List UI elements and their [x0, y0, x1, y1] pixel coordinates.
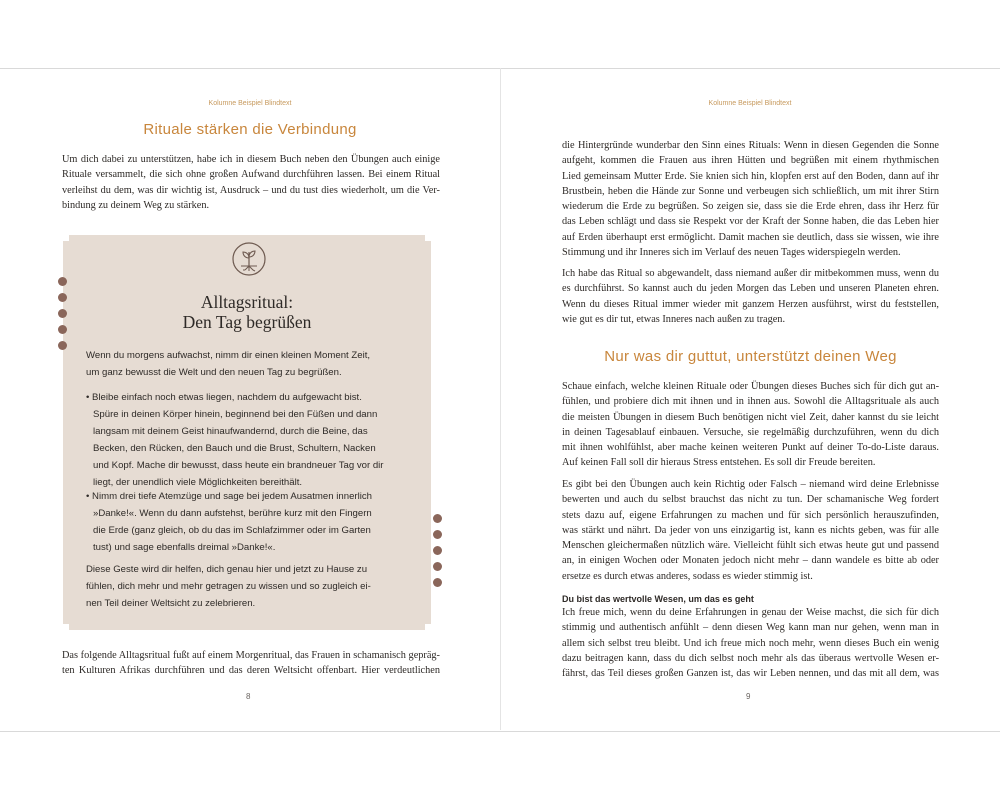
- page-fold: [500, 68, 501, 730]
- text-line: Ich freue mich, wenn du deine Erfahrungen in genau der Weise machst, die sich für dich: [562, 607, 939, 618]
- text-line: ersetze es durch etwas anderes, sodass es wieder stimmig ist.: [562, 570, 813, 582]
- text-line: stimmig und authentisch anfühlt – denn diesen Weg kann man nur gehen, wenn man in: [562, 622, 939, 634]
- ritual-intro: [86, 347, 416, 381]
- text-line: Rituale versammelt, die sich ohne großen Aufwand durchführen lassen. Bei einem Ritual: [62, 169, 440, 181]
- box-corner: [63, 235, 69, 241]
- decorative-dot: [433, 530, 442, 539]
- text-line: Auf keinen Fall soll dir hieraus Stress entstehen. Es soll dir Freude bereiten.: [562, 457, 876, 469]
- text-line: die Erde (ganz gleich, ob du das im Schlafzimmer oder im Garten: [93, 525, 371, 536]
- text-line: Spüre in deinen Körper hinein, beginnend bei den Füßen und dann: [93, 409, 378, 420]
- text-line: Schaue einfach, welche kleinen Rituale oder Übungen dieses Buches sich für dich gut an-: [562, 381, 939, 392]
- running-head-left: Kolumne Beispiel Blindtext: [208, 100, 292, 107]
- text-line: das Leben schlägt und dass sie Respekt vor der Kraft der Sonne haben, die das Leben hier: [562, 216, 939, 228]
- right-paragraph-2: [562, 266, 939, 327]
- text-line: in deinen Tagesablauf einbauen. Versuche, sie regelmäßig durchzuführen, wenn du dich: [562, 426, 939, 438]
- box-corner: [425, 235, 431, 241]
- ritual-bullet-1: [86, 389, 416, 491]
- text-line: liegt, der unendlich viele Möglichkeiten bereithält.: [93, 477, 303, 488]
- closing-paragraph: [62, 648, 440, 679]
- text-line: Um dich dabei zu unterstützen, habe ich in diesem Buch neben den Übungen auch einige: [62, 154, 440, 165]
- text-line: Ich habe das Ritual so abgewandelt, dass niemand außer dir mitbekommen muss, wenn du: [562, 268, 939, 279]
- right-paragraph-5: [562, 605, 939, 681]
- page-number-right: 9: [746, 692, 751, 701]
- text-line: Es gibt bei den Übungen auch kein Richtig oder Falsch – niemand wird deine Erlebnisse: [562, 479, 939, 490]
- text-line: Brustbein, heben die Hände zur Sonne und verbeugen sich schließlich, um mit ihrer Stirn: [562, 185, 939, 197]
- text-line: Wenn du dieses Ritual immer wieder mit ganzem Herzen ausführst, wirst du feststellen,: [562, 298, 939, 310]
- text-line: dazu beitragen kann, dass du dich selbst noch mehr als das überaus wertvolle Wesen er-: [562, 652, 939, 664]
- text-line: stets dazu auf, eigene Erfahrungen zu machen und für sich persönlich herauszufinden,: [562, 509, 939, 521]
- section-heading-left: Rituale stärken die Verbindung: [143, 121, 357, 138]
- decorative-dot: [433, 562, 442, 571]
- box-corner: [425, 624, 431, 630]
- right-paragraph-3: [562, 379, 939, 471]
- right-paragraph-4: [562, 477, 939, 584]
- decorative-dot: [58, 325, 67, 334]
- text-line: • Nimm drei tiefe Atemzüge und sage bei jedem Ausatmen innerlich: [86, 491, 372, 502]
- right-paragraph-1: [562, 138, 939, 260]
- text-line: um ganz bewusst die Welt und den neuen Tag zu begrüßen.: [86, 367, 342, 378]
- text-line: die meisten Übungen in diesem Buch benötigen nicht viel Zeit, daher kannst du sie leicht: [562, 411, 939, 423]
- plant-in-circle-icon: [231, 241, 267, 277]
- text-line: aufgeht, kommen die Frauen aus ihren Hütten und begrüßen mit einem rhythmischen: [562, 155, 939, 167]
- box-corner: [63, 624, 69, 630]
- ritual-bullet-2: [86, 488, 416, 556]
- ritual-title-line1: Alltagsritual:: [200, 292, 294, 312]
- text-line: verleihst du dem, was dir wichtig ist, Ausdruck – und du tust dies wiederholt, um die Ver-: [62, 184, 440, 196]
- decorative-dot: [433, 514, 442, 523]
- decorative-dot: [58, 293, 67, 302]
- text-line: was stärkt und nährt. Da jeder von uns einzigartig ist, kann es nichts geben, was für alle: [562, 524, 939, 536]
- text-line: bewerten und auch du selbst brauchst das nicht zu tun. Der schamanische Weg fordert: [562, 494, 939, 506]
- decorative-dot: [433, 546, 442, 555]
- text-line: • Bleibe einfach noch etwas liegen, nachdem du aufgewacht bist.: [86, 392, 362, 403]
- text-line: langsam mit deinem Geist hinaufwandernd, durch die Beine, das: [93, 426, 368, 437]
- decorative-dot: [58, 341, 67, 350]
- text-line: tust) und sage ebenfalls dreimal »Danke!«.: [93, 542, 276, 553]
- text-line: wie gut es dir tut, etwas Inneres nach außen zu tragen.: [562, 313, 786, 325]
- text-line: es durchführst. So kannst auch du jeden Morgen das Leben und unseren Planeten ehren.: [562, 283, 939, 295]
- text-line: nen Teil deiner Weltsicht zu zelebrieren.: [86, 598, 256, 609]
- text-line: die Hintergründe wunderbar den Sinn eines Rituals: Wenn in diesen Gegenden die Sonne: [562, 140, 939, 151]
- text-line: an, in einigen Wochen oder Monaten jedoch nicht mehr – dann wandele es bitte ab oder: [562, 555, 939, 567]
- running-head-right: Kolumne Beispiel Blindtext: [708, 100, 792, 107]
- decorative-dot: [58, 309, 67, 318]
- text-line: »Danke!«. Wenn du dann aufstehst, berühre kurz mit den Fingern: [93, 508, 372, 519]
- text-line: Lied gemeinsam Mutter Erde. Sie knien sich hin, klopfen erst auf den Boden, dann auf ihr: [562, 170, 939, 182]
- text-line: wiederum die Erde zu begrüßen. So zeigen sie, dass sie die Erde ehren, dass ihr Herz für: [562, 201, 939, 213]
- text-line: Diese Geste wird dir helfen, dich genau hier und jetzt zu Hause zu: [86, 564, 368, 575]
- text-line: mit ihnen wohlfühlst, aber mache keinen weiteren Punkt auf deiner To-do-Liste daraus.: [562, 442, 939, 454]
- intro-paragraph: [62, 152, 440, 213]
- text-line: fühlen, und probiere dich mit ihnen und in ihnen aus. Sowohl die Alltagsrituale als auch: [562, 396, 939, 408]
- text-line: Wenn du morgens aufwachst, nimm dir einen kleinen Moment Zeit,: [86, 350, 371, 361]
- subheading: Du bist das wertvolle Wesen, um das es geht: [562, 594, 754, 604]
- text-line: Das folgende Alltagsritual fußt auf einem Morgenritual, das Frauen in schamanisch gepräg-: [62, 650, 440, 661]
- ritual-outro: [86, 561, 416, 612]
- text-line: bindung zu deinem Weg zu stärken.: [62, 199, 210, 211]
- text-line: auf Erden überhaupt erst ermöglicht. Damit machen sie deutlich, dass sie wissen, wie ihre: [562, 231, 939, 243]
- text-line: fährst, das Teil dieses großen Ganzen ist, das wir Leben nennen, und das mit all dem, was: [562, 668, 939, 680]
- text-line: fühlen, dich mehr und mehr getragen zu wissen und so zugleich ei-: [86, 581, 371, 592]
- text-line: ten Kulturen Afrikas durchführen und das deren Weltsicht offenbart. Hier verdeutlichen: [62, 665, 440, 677]
- text-line: Menschen gleichermaßen nützlich wäre. Vielleicht fühlt sich etwas heute gut und passend: [562, 540, 939, 552]
- text-line: allem sich selbst treu bleibt. Und ich freue mich noch mehr, wenn dieses Buch ein wenig: [562, 637, 939, 649]
- decorative-dot: [58, 277, 67, 286]
- decorative-dot: [433, 578, 442, 587]
- ritual-title: [63, 293, 431, 332]
- section-heading-right: Nur was dir guttut, unterstützt deinen Weg: [604, 348, 897, 365]
- page-number-left: 8: [246, 692, 251, 701]
- text-line: und Kopf. Mache dir bewusst, dass heute ein brandneuer Tag vor dir: [93, 460, 384, 471]
- text-line: Stimmung und ihr Inneres sich im Verlauf des neuen Tages widerspiegeln werden.: [562, 247, 901, 259]
- ritual-title-line2: Den Tag begrüßen: [182, 311, 312, 332]
- text-line: Becken, den Rücken, den Bauch und die Brust, Schultern, Nacken: [93, 443, 376, 454]
